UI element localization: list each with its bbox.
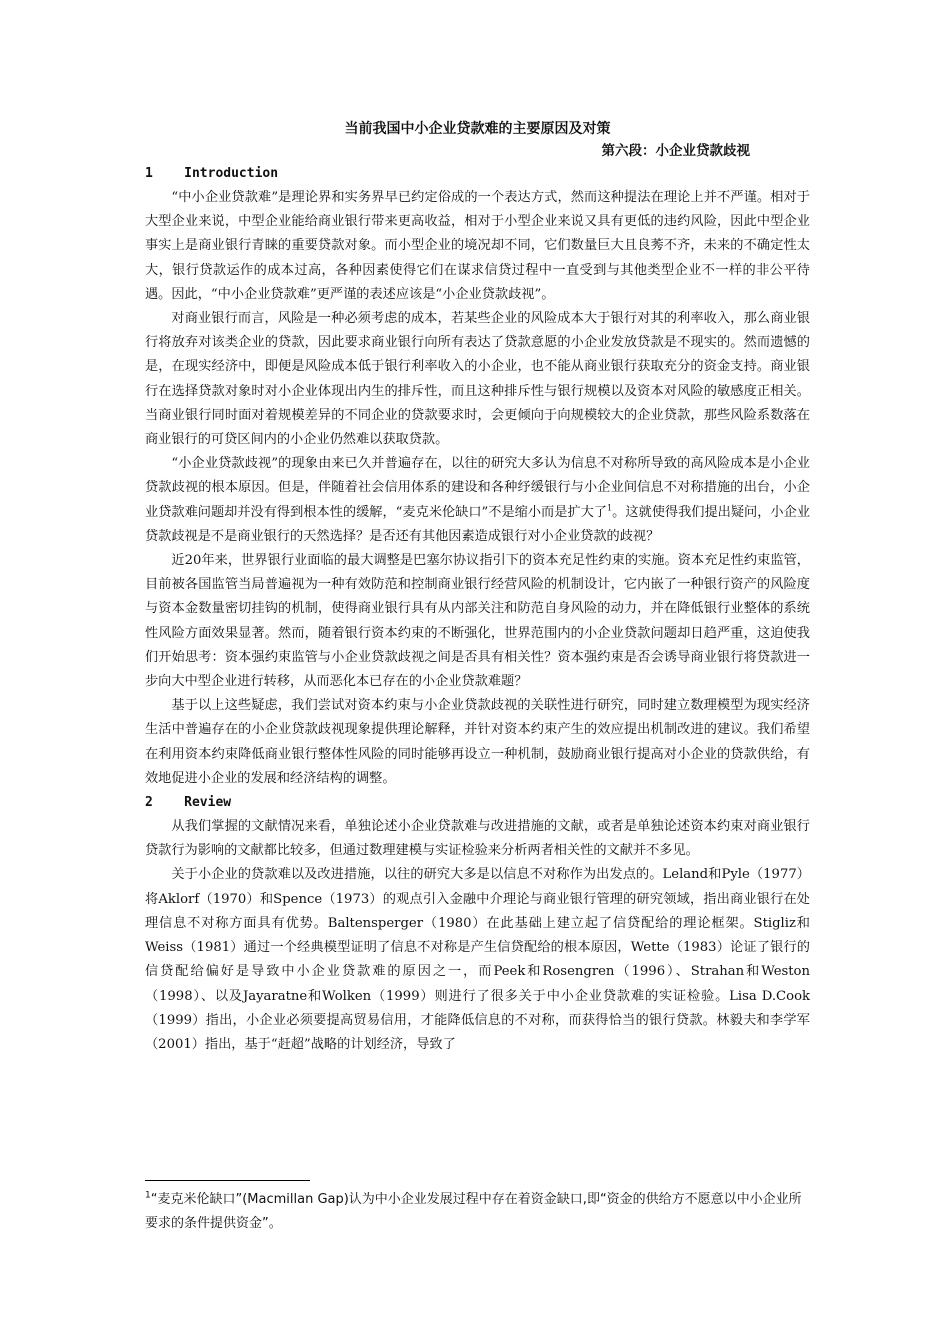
- section-heading-introduction: 1 Introduction: [145, 166, 279, 181]
- footnote-divider: [145, 1180, 310, 1181]
- paragraph: “中小企业贷款难”是理论界和实务界早已约定俗成的一个表达方式，然而这种提法在理论上并不严谨。相对于大型企业来说，中型企业能给商业银行带来更高收益，相对于小型企业来说又具有更低的违约风险，因此中型企业事实上是商业银行青睐的重要贷款对象。而小型企业的境况却不同，它们数量巨大且良莠不齐，未来的不确定性太大，银行贷款运作的成本过高，各种因素使得它们在谋求信贷过程中一直受到与其他类型企业不一样的非公平待遇。因此，“中小企业贷款难”更严谨的表述应该是“小企业贷款歧视”。: [145, 190, 810, 302]
- paragraph: 对商业银行而言，风险是一种必须考虑的成本，若某些企业的风险成本大于银行对其的利率收入，那么商业银行将放弃对该类企业的贷款，因此要求商业银行向所有表达了贷款意愿的小企业发放贷款是不现实的。然而遗憾的是，在现实经济中，即便是风险成本低于银行利率收入的小企业，也不能从商业银行获取充分的资金支持。商业银行在选择贷款对象时对小企业体现出内生的排斥性，而且这种排斥性与银行规模以及资本对风险的敏感度正相关。当商业银行同时面对着规模差异的不同企业的贷款要求时，会更倾向于向规模较大的企业贷款，那些风险系数落在商业银行的可贷区间内的小企业仍然难以获取贷款。: [145, 311, 810, 448]
- document-title: 当前我国中小企业贷款难的主要原因及对策: [344, 121, 611, 137]
- footnote: [145, 1188, 810, 1236]
- paragraph: 从我们掌握的文献情况来看，单独论述小企业贷款难与改进措施的文献，或者是单独论述资本约束对商业银行贷款行为影响的文献都比较多，但通过数理建模与实证检验来分析两者相关性的文献并不多见。: [145, 819, 810, 859]
- footnote-text: “麦克米伦缺口”(Macmillan Gap)认为中小企业发展过程中存在着资金缺口,即“资金的供给方不愿意以中小企业所要求的条件提供资金”。: [145, 1192, 802, 1231]
- paragraph-text: 。这就使得我们提出疑问，小企业贷款歧视是不是商业银行的天然选择？是否还有其他因素造成银行对小企业贷款的歧视？: [145, 504, 811, 544]
- paragraph: 近20年来，世界银行业面临的最大调整是巴塞尔协议指引下的资本充足性约束的实施。资本充足性约束监管，目前被各国监管当局普遍视为一种有效防范和控制商业银行经营风险的机制设计，它内嵌了一种银行资产的风险度与资本金数量密切挂钩的机制，使得商业银行具有从内部关注和防范自身风险的动力，并在降低银行业整体的系统性风险方面效果显著。然而，随着银行资本约束的不断强化，世界范围内的小企业贷款问题却日趋严重，这迫使我们开始思考：资本强约束监管与小企业贷款歧视之间是否具有相关性？资本强约束是否会诱导商业银行将贷款进一步向大中型企业进行转移，从而恶化本已存在的小企业贷款难题？: [145, 553, 810, 690]
- section-heading-review: 2 Review: [145, 795, 232, 811]
- document-page: [145, 110, 810, 1057]
- footnote-mark: 1: [145, 1190, 151, 1201]
- paragraph: 基于以上这些疑虑，我们尝试对资本约束与小企业贷款歧视的关联性进行研究，同时建立数理模型为现实经济生活中普遍存在的小企业贷款歧视现象提供理论解释，并针对资本约束产生的效应提出机制改进的建议。我们希望在利用资本约束降低商业银行整体性风险的同时能够再设立一种机制，鼓励商业银行提高对小企业的贷款供给，有效地促进小企业的发展和经济结构的调整。: [145, 698, 810, 786]
- footnote-reference: 1: [607, 503, 613, 513]
- paragraph: [145, 452, 810, 549]
- paragraph: 关于小企业的贷款难以及改进措施，以往的研究大多是以信息不对称作为出发点的。Leland和Pyle（1977）将Aklorf（1970）和Spence（1973）的观点引入金融中介理论与商业银行管理的研究领域，指出商业银行在处理信息不对称方面具有优势。Baltensperger（1980）在此基础上建立起了信贷配给的理论框架。Stigliz和Weiss（1981）通过一个经典模型证明了信息不对称是产生信贷配给的根本原因，Wette（1983）论证了银行的信贷配给偏好是导致中小企业贷款难的原因之一，而Peek和Rosengren（1996）、Strahan和Weston（1998）、以及Jayaratne和Wolken（1999）则进行了很多关于中小企业贷款难的实证检验。Lisa D.Cook（1999）指出，小企业必须要提高贸易信用，才能降低信息的不对称，而获得恰当的银行贷款。林毅夫和李学军（2001）指出，基于“赶超”战略的计划经济，导致了: [145, 867, 810, 1052]
- document-subtitle: 第六段：小企业贷款歧视: [601, 143, 750, 159]
- paragraph-text: “小企业贷款歧视”的现象由来已久并普遍存在，以往的研究大多认为信息不对称所导致的高风险成本是小企业贷款歧视的根本原因。但是，伴随着社会信用体系的建设和各种纾缓银行与小企业间信息不对称措施的出台，小企业贷款难问题却并没有得到根本性的缓解，“麦克米伦缺口”不是缩小而是扩大了: [145, 456, 810, 520]
